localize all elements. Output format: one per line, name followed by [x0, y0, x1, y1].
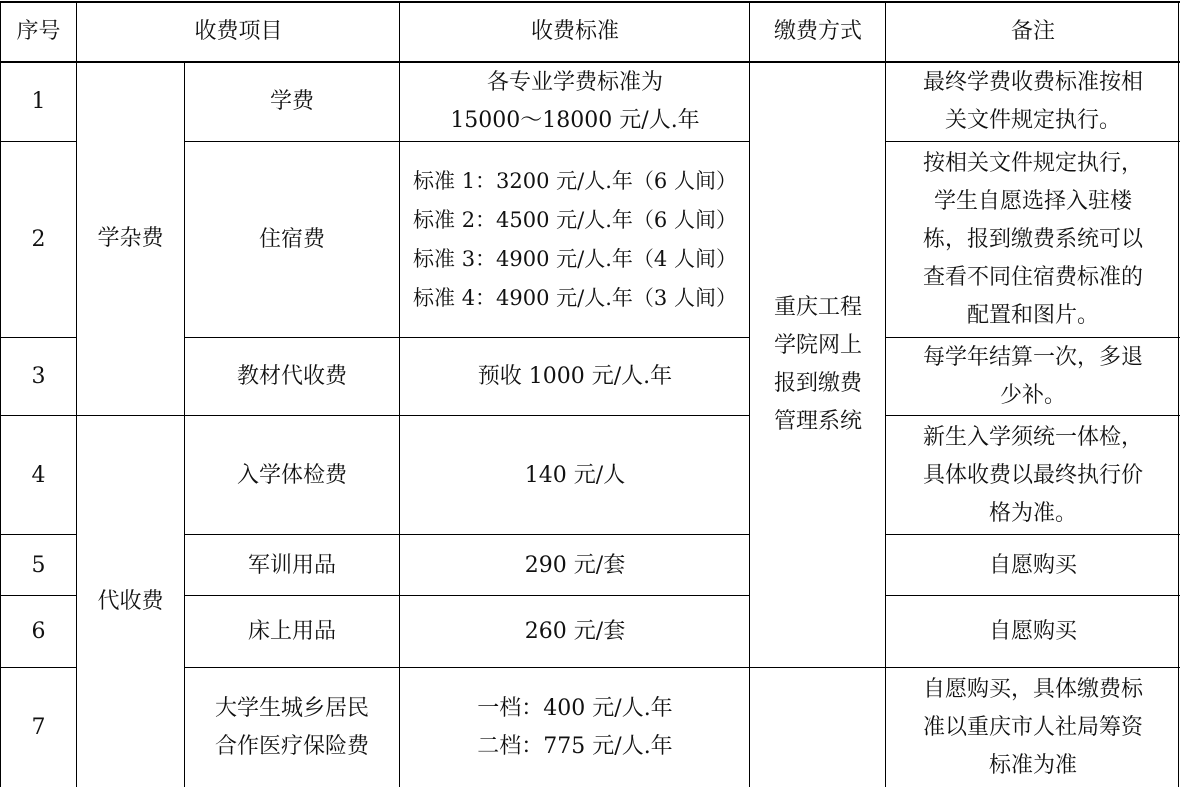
- payment-method-line: 学院网上: [773, 333, 862, 358]
- row-note: [886, 596, 1180, 668]
- note-line: 栋，报到缴费系统可以: [922, 227, 1143, 252]
- row-standard: [400, 596, 750, 668]
- row-item: 住宿费: [258, 227, 325, 252]
- row-standard: [400, 535, 750, 596]
- item-line: 合作医疗保险费: [214, 733, 369, 759]
- row-divider: [0, 415, 750, 416]
- standard-line: 预收 1000 元/人.年: [477, 364, 673, 389]
- header-standard: 收费标准: [530, 19, 619, 44]
- header-method: 缴费方式: [773, 19, 862, 44]
- header-item: 收费项目: [194, 19, 283, 44]
- row-note: [886, 338, 1180, 416]
- table-border-right: [1178, 1, 1179, 787]
- note-line: 自愿购买: [988, 552, 1077, 578]
- row-no: 4: [31, 462, 46, 488]
- row-item: 入学体检费: [236, 462, 347, 488]
- note-line: 少补。: [999, 383, 1066, 408]
- row-standard: [400, 668, 750, 787]
- row-divider: [0, 667, 77, 668]
- standard-line: 一档：400 元/人.年: [477, 695, 673, 721]
- note-line: 关文件规定执行。: [944, 108, 1121, 133]
- payment-method: [750, 62, 886, 668]
- row-divider: [886, 337, 1180, 338]
- row-standard: [400, 416, 750, 535]
- row-item: 军训用品: [247, 552, 336, 578]
- note-line: 按相关文件规定执行，: [922, 151, 1143, 176]
- header-note: 备注: [1010, 19, 1055, 44]
- row-no: 3: [31, 364, 46, 389]
- payment-method-line: 重庆工程: [773, 295, 862, 320]
- note-line: 具体收费以最终执行价: [922, 462, 1143, 488]
- row-note: [886, 142, 1180, 338]
- row-note: [886, 668, 1180, 787]
- note-line: 准以重庆市人社局筹资: [922, 714, 1143, 740]
- row-no: 1: [31, 89, 46, 114]
- col-divider: [399, 1, 400, 787]
- standard-line: 各专业学费标准为: [486, 70, 663, 95]
- note-line: 每学年结算一次，多退: [922, 345, 1143, 370]
- note-line: 最终学费收费标准按相: [922, 70, 1143, 95]
- row-divider: [184, 667, 1180, 668]
- note-line: 查看不同住宿费标准的: [922, 265, 1143, 290]
- note-line: 学生自愿选择入驻楼: [933, 189, 1132, 214]
- note-line: 格为准。: [988, 500, 1077, 526]
- table-border-left: [0, 1, 1, 787]
- col-divider: [749, 1, 750, 787]
- row-item: 学费: [269, 89, 314, 114]
- standard-line: 标准 1：3200 元/人.年（6 人间）: [413, 169, 737, 193]
- header-divider: [0, 61, 1180, 63]
- row-divider: [886, 534, 1180, 535]
- payment-method-line: 管理系统: [773, 409, 862, 434]
- standard-line: 260 元/套: [524, 619, 626, 644]
- row-note: [886, 535, 1180, 596]
- standard-line: 标准 2：4500 元/人.年（6 人间）: [413, 208, 737, 232]
- row-divider: [184, 141, 750, 142]
- row-no: 2: [31, 227, 46, 252]
- standard-line: 标准 4：4900 元/人.年（3 人间）: [413, 286, 737, 310]
- row-item: [184, 668, 400, 787]
- row-standard: [400, 62, 750, 142]
- row-divider: [886, 415, 1180, 416]
- row-divider: [886, 141, 1180, 142]
- standard-line: 15000～18000 元/人.年: [450, 108, 700, 133]
- payment-method-line: 报到缴费: [773, 371, 862, 396]
- col-divider: [76, 1, 77, 787]
- row-no: 5: [31, 552, 46, 578]
- group-misc-fees: 学杂费: [97, 226, 164, 251]
- row-standard: [400, 142, 750, 338]
- row-no: 6: [31, 619, 46, 644]
- standard-line: 标准 3：4900 元/人.年（4 人间）: [413, 247, 737, 271]
- row-divider: [886, 595, 1180, 596]
- row-divider: [184, 595, 750, 596]
- row-standard: [400, 338, 750, 416]
- standard-line: 二档：775 元/人.年: [477, 733, 673, 759]
- row-no: 7: [31, 714, 46, 740]
- row-divider: [0, 337, 77, 338]
- row-note: [886, 416, 1180, 535]
- note-line: 自愿购买，具体缴费标: [922, 676, 1143, 702]
- row-divider: [0, 141, 77, 142]
- col-divider: [885, 1, 886, 787]
- row-divider: [184, 337, 750, 338]
- table-border-top: [0, 1, 1180, 3]
- col-divider: [184, 62, 185, 787]
- standard-line: 290 元/套: [524, 552, 626, 578]
- group-agency-fees: 代收费: [97, 588, 164, 614]
- row-divider: [184, 534, 750, 535]
- note-line: 新生入学须统一体检，: [922, 424, 1143, 450]
- note-line: 标准为准: [988, 752, 1077, 778]
- note-line: 配置和图片。: [966, 303, 1099, 328]
- row-item: 教材代收费: [236, 364, 347, 389]
- row-divider: [0, 534, 77, 535]
- standard-line: 140 元/人: [524, 462, 626, 488]
- note-line: 自愿购买: [988, 619, 1077, 644]
- row-note: [886, 62, 1180, 142]
- row-divider: [0, 595, 77, 596]
- header-no: 序号: [16, 19, 61, 44]
- item-line: 大学生城乡居民: [214, 695, 369, 721]
- row-item: 床上用品: [247, 619, 336, 644]
